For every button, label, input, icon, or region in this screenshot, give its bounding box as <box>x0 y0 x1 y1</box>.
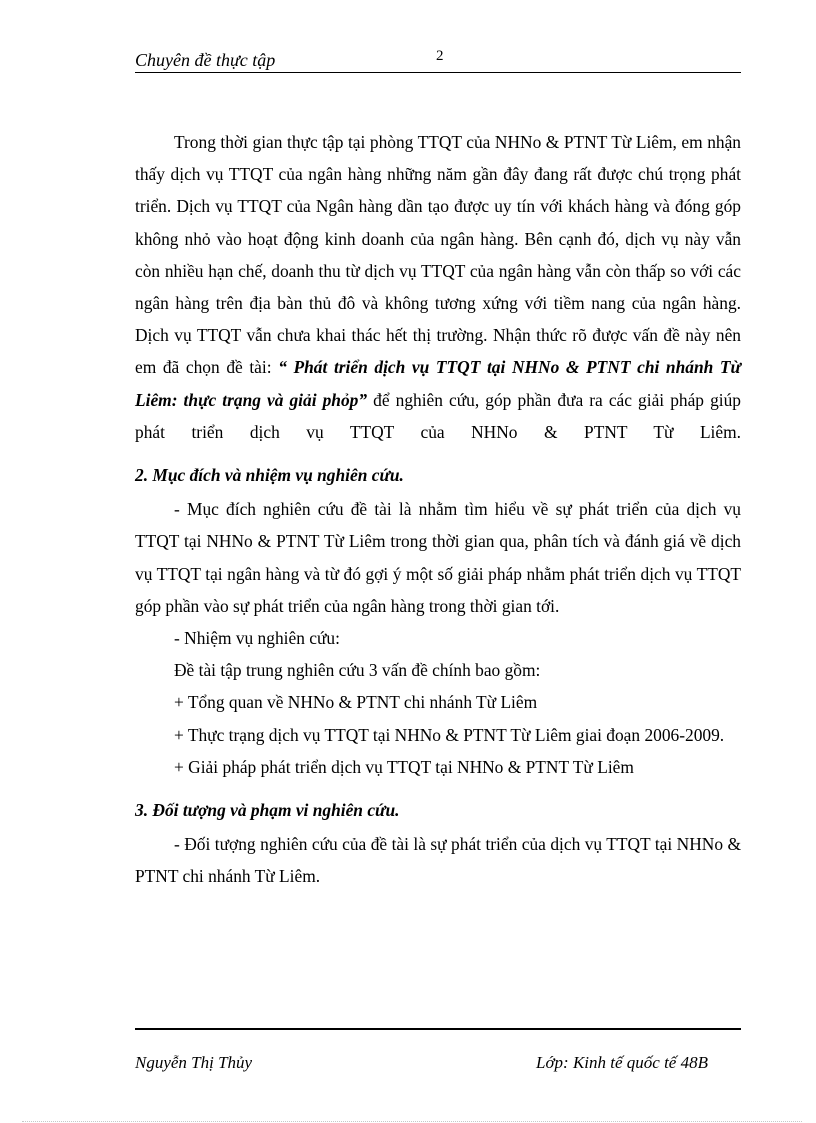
document-body <box>135 126 741 893</box>
page-number: 2 <box>436 48 444 64</box>
intro-paragraph <box>135 126 741 448</box>
purpose-paragraph: - Mục đích nghiên cứu đề tài là nhằm tìm hiểu về sự phát triển của dịch vụ TTQT tại NHNo & PTNT Từ Liêm trong thời gian qua, phân tích và đánh giá về dịch vụ TTQT tại ngân hàng và từ đó gợi ý một số giải pháp nhằm phát triển dịch vụ TTQT góp phần vào sự phát triển của ngân hàng trong thời gian tới. <box>135 499 741 616</box>
footer-class: Lớp: Kinh tế quốc tế 48B <box>536 1053 708 1072</box>
intro-text-after: để nghiên cứu, góp phần đưa ra các giải pháp giúp phát triển dịch vụ TTQT của NHNo & PTNT Từ Liêm. <box>135 389 741 442</box>
task-item-3: + Giải pháp phát triển dịch vụ TTQT tại NHNo & PTNT Từ Liêm <box>174 756 634 777</box>
page-header <box>135 48 741 73</box>
tasks-intro: Đề tài tập trung nghiên cứu 3 vấn đề chính bao gồm: <box>174 660 541 681</box>
task-item-2: + Thực trạng dịch vụ TTQT tại NHNo & PTNT Từ Liêm giai đoạn 2006-2009. <box>174 724 725 745</box>
topic-title: “ Phát triển dịch vụ TTQT tại NHNo & PTNT chi nhánh Từ Liêm: thực trạng và giải phỏp” <box>135 357 741 410</box>
section-2-heading: 2. Mục đích và nhiệm vụ nghiên cứu. <box>135 465 404 486</box>
task-item-1: + Tổng quan về NHNo & PTNT chi nhánh Từ Liêm <box>174 692 538 713</box>
section-3-heading: 3. Đối tượng và phạm vi nghiên cứu. <box>135 800 400 821</box>
footer-rule <box>135 1028 741 1030</box>
footer-author: Nguyễn Thị Thủy <box>135 1053 253 1072</box>
page-bottom-edge <box>22 1121 802 1122</box>
intro-text-before: Trong thời gian thực tập tại phòng TTQT của NHNo & PTNT Từ Liêm, em nhận thấy dịch vụ TTQT của ngân hàng những năm gần đây đang rất được chú trọng phát triển. Dịch vụ TTQT của Ngân hàng dần tạo được uy tín với khách hàng và đóng góp không nhỏ vào hoạt động kinh doanh của ngân hàng. Bên cạnh đó, dịch vụ này vẫn còn nhiều hạn chế, doanh thu từ dịch vụ TTQT của ngân hàng vẫn còn thấp so với các ngân hàng trên địa bàn thủ đô và không tương xứng với tiềm nang của ngân hàng. Dịch vụ TTQT vẫn chưa khai thác hết thị trường. Nhận thức rõ được vấn đề này nên em đã chọn đề tài: <box>135 132 741 378</box>
subject-paragraph: - Đối tượng nghiên cứu của đề tài là sự phát triển của dịch vụ TTQT tại NHNo & PTNT chi nhánh Từ Liêm. <box>135 834 741 887</box>
header-title: Chuyên đề thực tập <box>135 50 276 70</box>
tasks-label: - Nhiệm vụ nghiên cứu: <box>174 628 340 649</box>
